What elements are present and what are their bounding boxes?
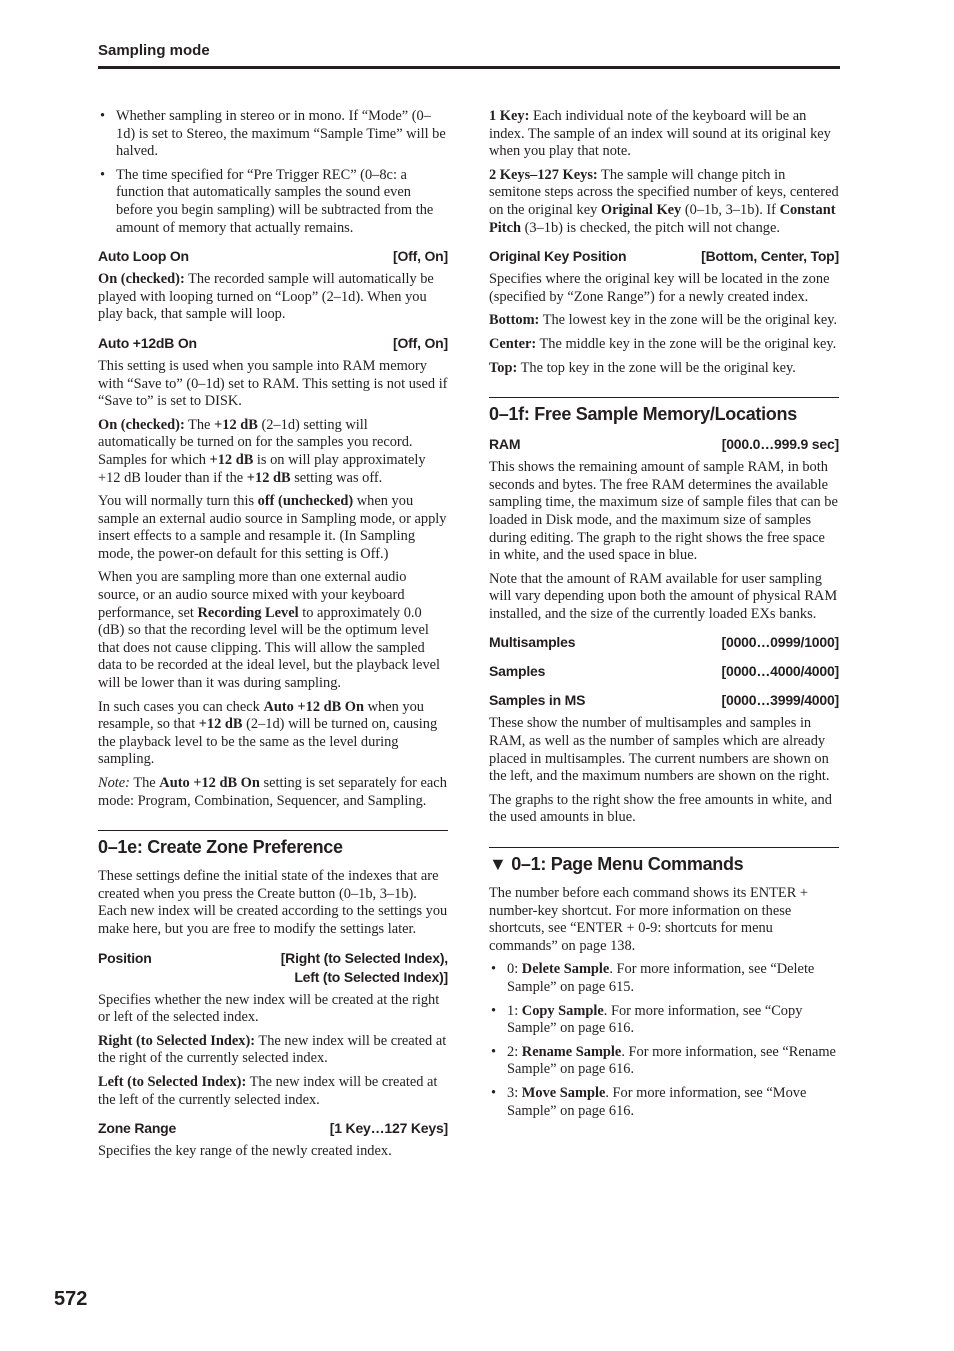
param-name: Auto +12dB On [98, 334, 197, 351]
running-header: Sampling mode [98, 42, 210, 59]
text: Each individual note of the keyboard will be an index. The sample of an index will sound at its original key when you play that note. [489, 108, 831, 160]
list-item [489, 961, 839, 996]
param-multisamples [489, 633, 839, 652]
right-column [489, 108, 839, 1126]
paragraph [98, 1074, 448, 1109]
range-line: [Right (to Selected Index), [280, 949, 448, 966]
term: 2 Keys–127 Keys: [489, 166, 598, 183]
paragraph: Note that the amount of RAM available for user sampling will vary depending upon both the amount of physical RAM installed, and the size of the currently loaded EXs banks. [489, 570, 838, 622]
text: to approximately 0.0 (dB) so that the recording level will be the optimum level that does not cause clipping. This will allow the sampled data to be recorded at the ideal level, but the playback level will be lower than it was during sampling. [98, 604, 441, 692]
list-item [489, 1003, 839, 1038]
text: The recorded sample will automatically be played with looping turned on “Loop” (2–1d). When you play back, that sample will loop. [98, 271, 434, 323]
param-name: Samples in MS [489, 692, 586, 709]
paragraph [98, 1033, 448, 1068]
term: 1 Key: [489, 108, 530, 124]
param-range: [1 Key…127 Keys] [329, 1120, 448, 1137]
param-range: [Off, On] [393, 334, 448, 351]
text: . For more information, see “Copy Sample” on page 616. [507, 1002, 803, 1037]
list-item [489, 1085, 839, 1120]
text: when you resample, so that [98, 698, 424, 733]
page-number: 572 [54, 1288, 88, 1310]
paragraph [489, 336, 839, 354]
range-line: Left (to Selected Index)] [294, 968, 448, 985]
param-range: [0000…3999/4000] [721, 692, 839, 709]
term: On (checked): [98, 271, 185, 288]
text: (0–1b, 3–1b). If [681, 201, 780, 218]
param-ram [489, 435, 839, 454]
text: when you sample an external audio source in Sampling mode, or apply insert effects to a sample and resample it. (In Sampling mode, the power-on default for this setting is Off.) [98, 493, 447, 562]
text: is on will play approximately +12 dB louder than if the [98, 451, 426, 486]
term: off (unchecked) [257, 493, 354, 510]
paragraph [489, 108, 839, 161]
term: Auto +12 dB On [263, 698, 365, 715]
paragraph [98, 699, 448, 769]
text: When you are sampling more than one external audio source, or an audio source mixed with your keyboard performance, set [98, 569, 407, 621]
term: Top: [489, 359, 518, 376]
note-label: Note: [98, 775, 130, 791]
paragraph: These settings define the initial state of the indexes that are created when you press the Create button (0–1b, 3–1b). Each new index will be created according to the settings you make here, but you are free to modify the settings later. [98, 868, 448, 937]
term: +12 dB [246, 469, 291, 486]
param-original-key-position [489, 247, 839, 266]
param-name: RAM [489, 436, 521, 453]
param-auto-12db-on [98, 334, 448, 353]
param-name: Multisamples [489, 634, 576, 651]
paragraph: The graphs to the right show the free amounts in white, and the used amounts in blue. [489, 791, 832, 826]
term: +12 dB [214, 416, 258, 433]
text: In such cases you can check [98, 698, 264, 715]
param-position [98, 949, 448, 987]
paragraph [98, 271, 448, 324]
text: The new index will be created at the right of the currently selected index. [98, 1032, 447, 1067]
paragraph: Specifies where the original key will be located in the zone (specified by “Zone Range”) for a newly created index. [489, 271, 830, 305]
param-samples-in-ms [489, 691, 839, 710]
param-name: Samples [489, 663, 546, 680]
param-name: Auto Loop On [98, 248, 189, 265]
section-heading-create-zone-preference: 0–1e: Create Zone Preference [98, 830, 448, 858]
text: 2: [507, 1043, 522, 1060]
text: The [184, 416, 215, 433]
term: Constant Pitch [489, 201, 836, 236]
term: +12 dB [209, 451, 254, 468]
paragraph: Specifies whether the new index will be created at the right or left of the selected index. [98, 991, 440, 1026]
paragraph [489, 312, 839, 330]
text: . For more information, see “Move Sample” on page 616. [507, 1084, 807, 1119]
text: You will normally turn this [98, 493, 258, 510]
list-item [489, 1044, 839, 1079]
command-name: Move Sample [521, 1084, 606, 1101]
term: Bottom: [489, 312, 540, 329]
param-range: [000.0…999.9 sec] [721, 436, 839, 453]
term: +12 dB [198, 716, 243, 733]
param-range: [0000…4000/4000] [721, 663, 839, 680]
param-name: Original Key Position [489, 248, 627, 265]
param-range: [Off, On] [393, 248, 448, 265]
left-column [98, 108, 448, 1167]
paragraph: Specifies the key range of the newly created index. [98, 1143, 392, 1160]
paragraph: The number before each command shows its ENTER + number-key shortcut. For more information on these shortcuts, see “ENTER + 0-9: shortcuts for menu commands” on page 138. [489, 885, 809, 954]
paragraph: These show the number of multisamples and samples in RAM, as well as the number of samples which are already placed in multisamples. The current numbers are shown on the left, and the maximum numbers are shown on the right. [489, 715, 830, 785]
paragraph [98, 569, 448, 692]
paragraph [489, 167, 839, 237]
text: (2–1d) setting will automatically be turned on for the samples you record. Samples for which [98, 416, 413, 468]
paragraph [489, 360, 839, 378]
param-samples [489, 662, 839, 681]
command-name: Rename Sample [521, 1043, 622, 1060]
note-paragraph [98, 775, 448, 810]
term: On (checked): [98, 416, 185, 433]
term: Original Key [600, 201, 682, 218]
header-rule [98, 66, 840, 69]
param-range: [Bottom, Center, Top] [701, 248, 839, 265]
text: The [129, 775, 160, 791]
text: The lowest key in the zone will be the original key. [539, 312, 838, 329]
text: The top key in the zone will be the original key. [517, 359, 796, 376]
param-range: [0000…0999/1000] [721, 634, 839, 651]
text: . For more information, see “Delete Sample” on page 615. [507, 961, 815, 995]
term: Recording Level [197, 604, 299, 621]
text: setting is set separately for each mode: Program, Combination, Sequencer, and Sampling. [98, 775, 447, 809]
text: 3: [507, 1084, 522, 1101]
param-name: Zone Range [98, 1120, 177, 1137]
term: Center: [489, 335, 537, 352]
paragraph [98, 493, 448, 563]
term: Left (to Selected Index): [98, 1073, 247, 1090]
section-heading-free-sample-memory: 0–1f: Free Sample Memory/Locations [489, 397, 839, 425]
text: (2–1d) will be turned on, causing the playback level to be the same as the level during sampling. [98, 716, 438, 768]
paragraph: This shows the remaining amount of sample RAM, in both seconds and bytes. The free RAM determines the available sampling time, the maximum size of sample files that can be loaded in Disk mode, and the maximum size of samples during editing. The graph to the right shows the free space in white, and the used space in blue. [489, 459, 838, 564]
paragraph: This setting is used when you sample into RAM memory with “Save to” (0–1d) set to RAM. This setting is not used if “Save to” is set to DISK. [98, 357, 448, 410]
text: (3–1b) is checked, the pitch will not change. [520, 219, 780, 236]
text: The middle key in the zone will be the original key. [536, 335, 837, 352]
text: The sample will change pitch in semitone steps across the specified number of keys, centered on the original key [489, 166, 839, 218]
list-item: • The time specified for “Pre Trigger REC” (0–8c: a function that automatically samples the sound even before you begin sampling) will be subtracted from the amount of memory that actually remains. [98, 167, 448, 237]
text: 1: [507, 1002, 522, 1019]
param-name: Position [98, 949, 152, 966]
text: . For more information, see “Rename Sample” on page 616. [507, 1043, 836, 1078]
command-name: Copy Sample [521, 1002, 604, 1019]
param-zone-range [98, 1119, 448, 1138]
param-auto-loop-on [98, 247, 448, 266]
text: 0: [507, 961, 522, 978]
term: Right (to Selected Index): [98, 1032, 256, 1049]
command-name: Delete Sample [521, 961, 610, 978]
text: setting was off. [290, 469, 383, 486]
list-item: • Whether sampling in stereo or in mono. If “Mode” (0–1d) is set to Stereo, the maximum “Sample Time” will be halved. [98, 108, 448, 161]
term: Auto +12 dB On [159, 775, 260, 791]
section-heading-page-menu-commands: ▼ 0–1: Page Menu Commands [489, 847, 839, 875]
text: The new index will be created at the left of the currently selected index. [98, 1073, 438, 1108]
paragraph [98, 417, 448, 487]
param-range [281, 949, 448, 987]
